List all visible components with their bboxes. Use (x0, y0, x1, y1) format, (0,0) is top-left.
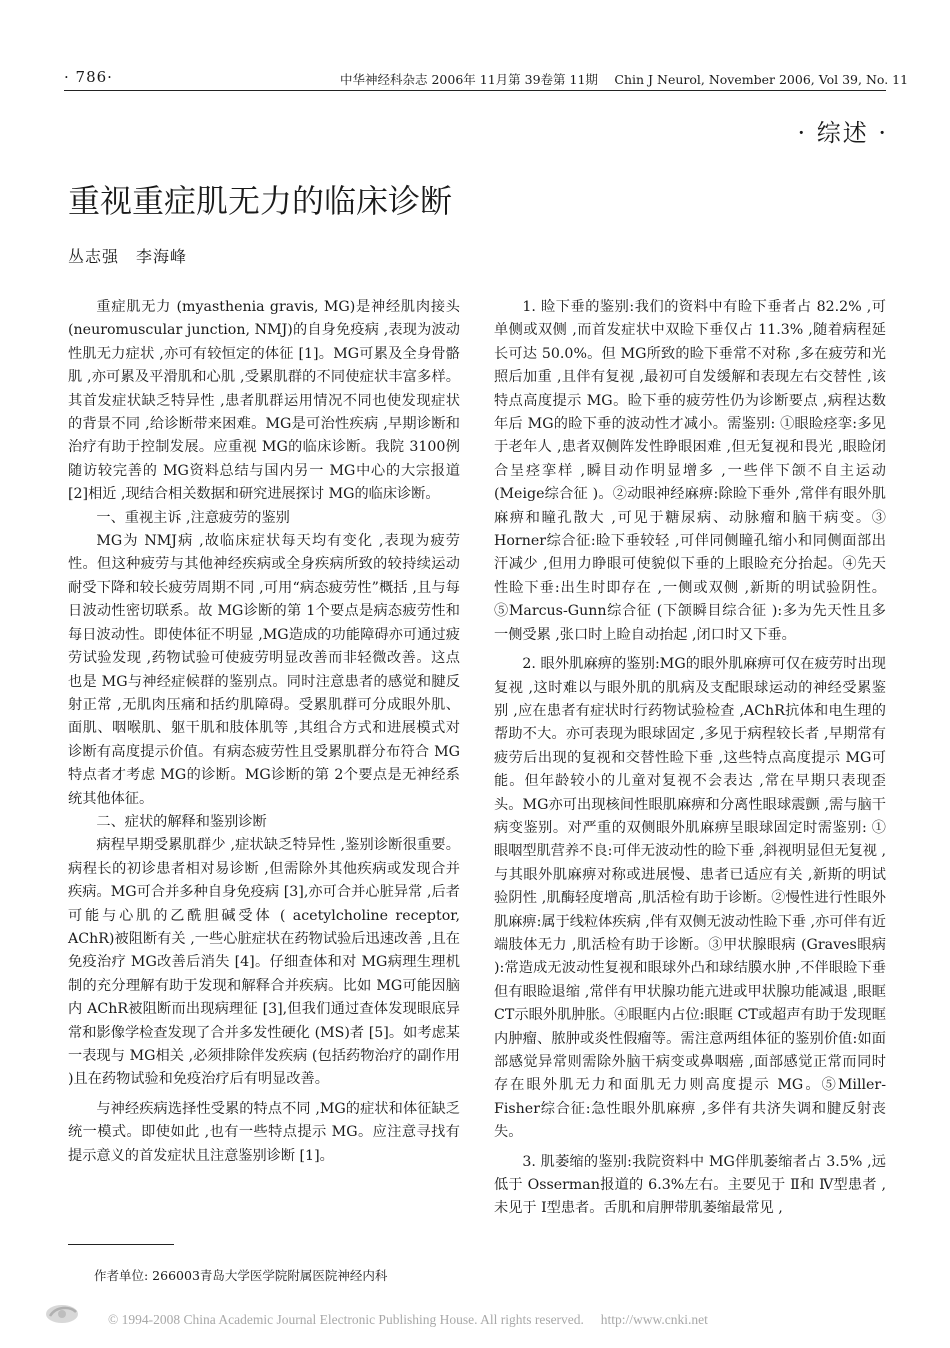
body-paragraph: 病程早期受累肌群少 ,症状缺乏特异性 ,鉴别诊断很重要。病程长的初诊患者相对易诊断 ,但需除外其他疾病或发现合并疾病。MG可合并多种自身免疫病 [3],亦可合并心脏异常 ,后者可能与心肌的乙酰胆碱受体 ( acetylcholine receptor, AChR)被阻断有关 ,一些心脏症状在药物试验后迅速改善 ,且在免疫治疗 MG改善后消失 [4]。仔细查体和对 MG病理生理机制的充分理解有助于发现和解释合并疾病。比如 MG可能因脑内 AChR被阻断而出现病理征 [3],但我们通过查体发现眼底异常和影像学检查发现了合并多发性硬化 (MS)者 [5]。如考虑某一表现与 MG相关 ,必须排除伴发疾病 (包括药物治疗的副作用 )且在药物试验和免疫治疗后有明显改善。 (68, 837, 460, 1088)
footnote-divider (68, 1244, 174, 1245)
author-affiliation: 作者单位: 266003青岛大学医学院附属医院神经内科 (94, 1268, 388, 1283)
header-divider (64, 90, 886, 91)
cnki-logo-icon (42, 1300, 98, 1326)
body-paragraph: 与神经疾病选择性受累的特点不同 ,MG的症状和体征缺乏统一模式。即使如此 ,也有一些特点提示 MG。应注意寻找有提示意义的首发症状且注意鉴别诊断 [1]。 (68, 1100, 460, 1164)
page-number: · 786· (64, 68, 113, 86)
body-paragraph: 2. 眼外肌麻痹的鉴别:MG的眼外肌麻痹可仅在疲劳时出现复视 ,这时难以与眼外肌的肌病及支配眼球运动的神经受累鉴别 ,应在患者有症状时行药物试验检查 ,AChR抗体和电生理的帮助不大。亦可表现为眼球固定 ,多见于病程较长者 ,早期常有疲劳后出现的复视和交替性睑下垂 ,这些特点高度提示 MG可能。但年龄较小的儿童对复视不会表达 ,常在早期只表现歪头。MG亦可出现核间性眼肌麻痹和分离性眼球震颤 ,需与脑干病变鉴别。对严重的双侧眼外肌麻痹呈眼球固定时需鉴别: ①眼咽型肌营养不良:可伴无波动性的睑下垂 ,斜视明显但无复视 ,与其眼外肌麻痹对称或进展慢、患者已适应有关 ,新斯的明试验阴性 ,肌酶轻度增高 ,肌活检有助于诊断。②慢性进行性眼外肌麻痹:属于线粒体疾病 ,伴有双侧无波动性睑下垂 ,亦可伴有近端肢体无力 ,肌活检有助于诊断。③甲状腺眼病 (Graves眼病 ):常造成无波动性复视和眼球外凸和球结膜水肿 ,不伴眼睑下垂但有眼睑退缩 ,常伴有甲状腺功能亢进或甲状腺功能减退 ,眼眶 CT示眼外肌肿胀。④眼眶内占位:眼眶 CT或超声有助于发现眶内肿瘤、脓肿或炎性假瘤等。需注意两组体征的鉴别价值:如面部感觉异常则需除外脑干病变或鼻咽癌 ,面部感觉正常而同时存在眼外肌无力和面肌无力则高度提示 MG。⑤Miller-Fisher综合征:急性眼外肌麻痹 ,多伴有共济失调和腱反射丧失。 (494, 656, 886, 1141)
running-head: 中华神经科杂志 2006年 11月第 39卷第 11期 Chin J Neurol, November 2006, Vol 39, No. 11 (340, 72, 909, 87)
authors: 丛志强 李海峰 (68, 247, 188, 266)
section-label: · 综述 · (797, 119, 888, 147)
intro-paragraph: 重症肌无力 (myasthenia gravis, MG)是神经肌肉接头 (neuromuscular junction, NMJ)的自身免疫病 ,表现为波动性肌无力症状 ,亦可有较恒定的体征 [1]。MG可累及全身骨骼肌 ,亦可累及平滑肌和心肌 ,受累肌群的不同使症状丰富多样。其首发症状缺乏特异性 ,患者肌群运用情况不同也使发现症状的背景不同 ,给诊断带来困难。MG是可治性疾病 ,早期诊断和治疗有助于控制发展。应重视 MG的临床诊断。我院 3100例随访较完善的 MG资料总结与国内另一 MG中心的大宗报道 [2]相近 ,现结合相关数据和研究进展探讨 MG的临床诊断。 (68, 299, 460, 503)
section-heading-2: 二、症状的解释和鉴别诊断 (96, 813, 267, 830)
article-title: 重视重症肌无力的临床诊断 (68, 182, 453, 220)
left-column (68, 296, 460, 1168)
right-column (494, 296, 886, 1221)
body-paragraph: MG为 NMJ病 ,故临床症状每天均有变化 ,表现为疲劳性。但这种疲劳与其他神经疾病或全身疾病所致的较持续运动耐受下降和较长疲劳周期不同 ,可用“病态疲劳性”概括 ,且与每日波动性密切联系。故 MG诊断的第 1个要点是病态疲劳性和每日波动性。即使体征不明显 ,MG造成的功能障碍亦可通过疲劳试验发现 ,药物试验可使疲劳明显改善而非轻微改善。这点也是 MG与神经症候群的鉴别点。同时注意患者的感觉和腱反射正常 ,无肌肉压痛和括约肌障碍。受累肌群可分成眼外肌、面肌、咽喉肌、躯干肌和肢体肌等 ,其组合方式和进展模式对诊断有高度提示价值。有病态疲劳性且受累肌群分布符合 MG特点者才考虑 MG的诊断。MG诊断的第 2个要点是无神经系统其他体征。 (68, 533, 460, 807)
body-paragraph: 3. 肌萎缩的鉴别:我院资料中 MG伴肌萎缩者占 3.5% ,远低于 Osserman报道的 6.3%左右。主要见于 Ⅱ和 Ⅳ型患者 ,未见于 Ⅰ型患者。舌肌和肩胛带肌萎缩最常见 , (494, 1153, 886, 1217)
section-heading-1: 一、重视主诉 ,注意疲劳的鉴别 (96, 509, 290, 526)
body-paragraph: 1. 睑下垂的鉴别:我们的资料中有睑下垂者占 82.2% ,可单侧或双侧 ,而首发症状中双睑下垂仅占 11.3% ,随着病程延长可达 50.0%。但 MG所致的睑下垂常不对称 ,多在疲劳和光照后加重 ,且伴有复视 ,最初可自发缓解和表现左右交替性 ,该特点高度提示 MG。睑下垂的疲劳性仍为诊断要点 ,病程达数年后 MG的睑下垂的波动性才减小。需鉴别: ①眼睑痉挛:多见于老年人 ,患者双侧阵发性睁眼困难 ,但无复视和畏光 ,眼睑闭合呈痉挛样 ,瞬目动作明显增多 ,一些伴下颌不自主运动 (Meige综合征 )。②动眼神经麻痹:除睑下垂外 ,常伴有眼外肌麻痹和瞳孔散大 ,可见于糖尿病、动脉瘤和脑干病变。③ Horner综合征:睑下垂较轻 ,可伴同侧瞳孔缩小和同侧面部出汗减少 ,但用力睁眼可使貌似下垂的上眼睑充分抬起。④先天性睑下垂:出生时即存在 ,一侧或双侧 ,新斯的明试验阴性。⑤Marcus-Gunn综合征 (下颌瞬目综合征 ):多为先天性且多一侧受累 ,张口时上睑自动抬起 ,闭口时又下垂。 (494, 299, 886, 643)
copyright-notice: © 1994-2008 China Academic Journal Electronic Publishing House. All rights reserved. http://www.cnki.net (108, 1312, 708, 1327)
